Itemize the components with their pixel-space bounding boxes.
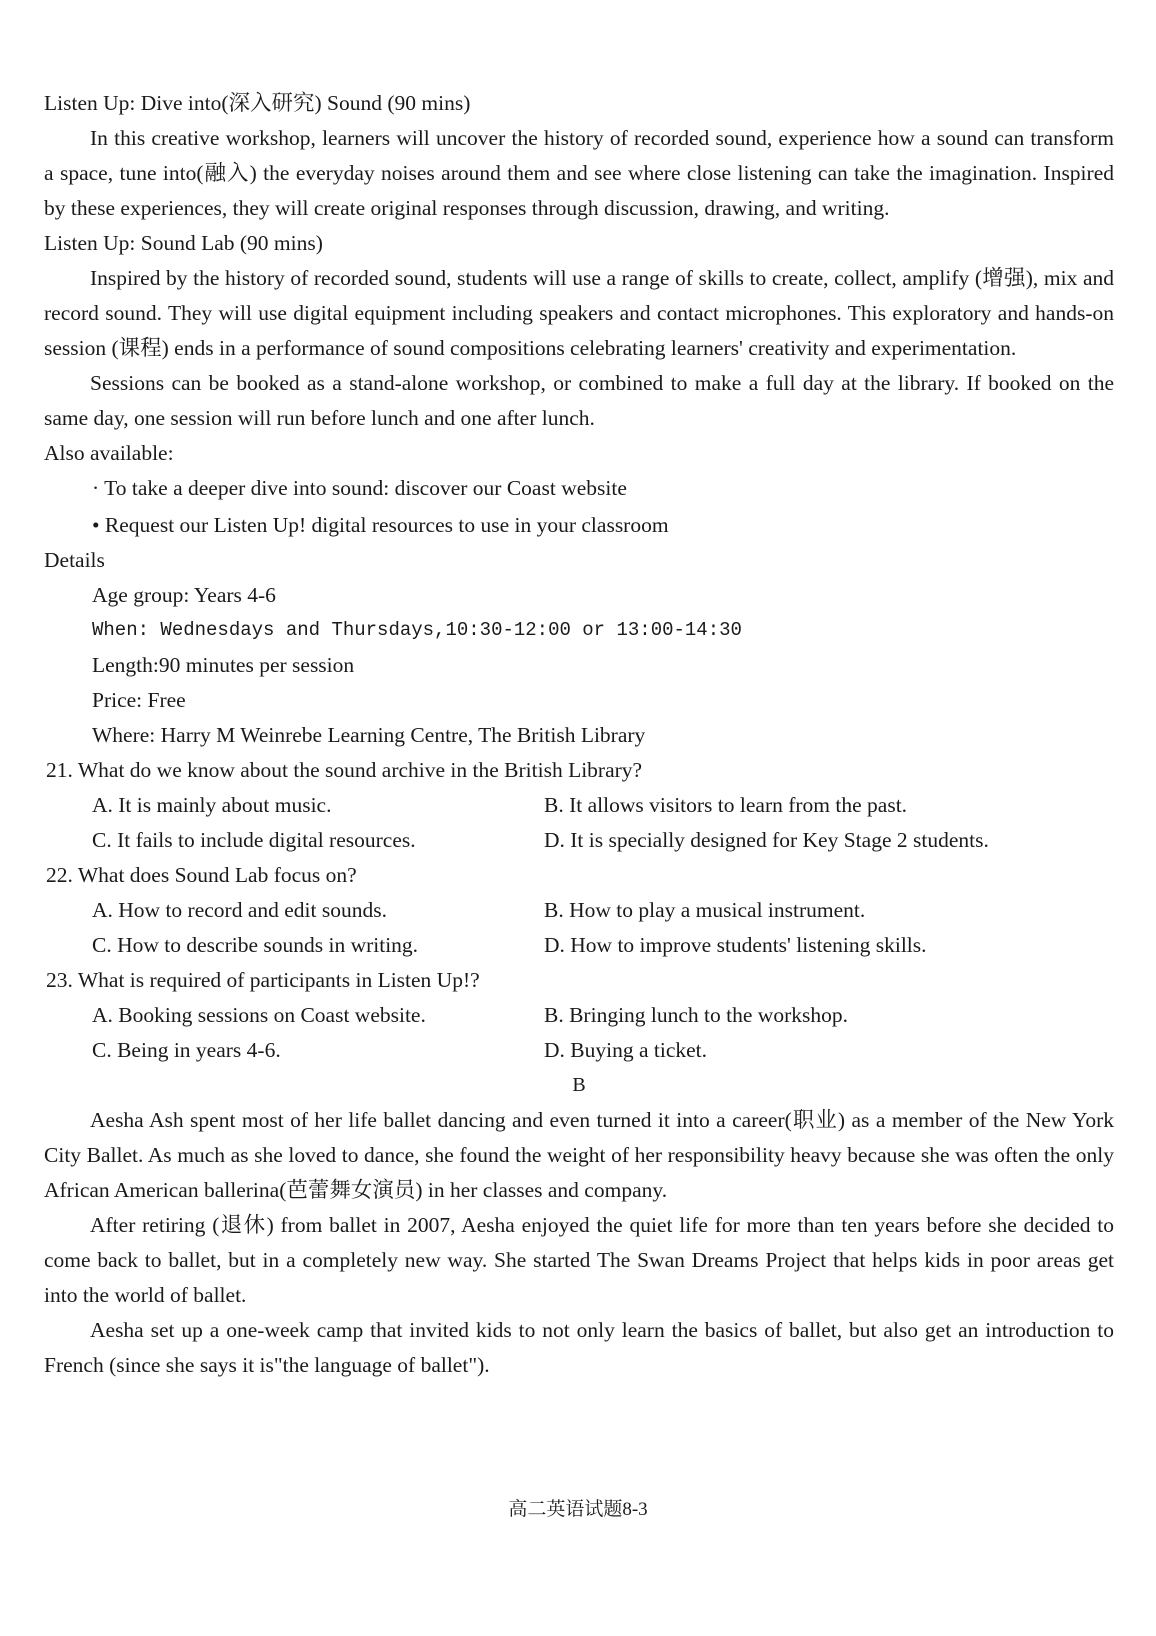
passage-b-paragraph-1: Aesha Ash spent most of her life ballet dancing and even turned it into a career(职业) as a member of the New York City Ballet. As much as she loved to dance, she found the weight of her responsibility heavy because she was often the only African American ballerina(芭蕾舞女演员) in her classes and company. [44,1108,1114,1202]
passage-b-paragraph-3: Aesha set up a one-week camp that invited kids to not only learn the basics of ballet, but also get an introduction to French (since she says it is"the language of ballet"). [44,1318,1114,1377]
option-c[interactable]: C. How to describe sounds in writing. [92,933,419,957]
option-b[interactable]: B. How to play a musical instrument. [544,898,866,922]
option-d[interactable]: D. How to improve students' listening skills. [544,933,927,957]
detail-age-group: Age group: Years 4-6 [92,583,276,607]
details-list [44,578,1114,753]
detail-where: Where: Harry M Weinrebe Learning Centre, The British Library [92,723,646,747]
detail-price: Price: Free [92,688,186,712]
option-grid [44,998,1114,1068]
also-item-coast-website: · To take a deeper dive into sound: discover our Coast website [92,476,627,500]
option-c[interactable]: C. It fails to include digital resources. [92,828,416,852]
question-22 [44,858,1114,963]
option-a[interactable]: A. Booking sessions on Coast website. [92,1003,426,1027]
option-b[interactable]: B. It allows visitors to learn from the past. [544,793,908,817]
sessions-note: Sessions can be booked as a stand-alone workshop, or combined to make a full day at the library. If booked on the same day, one session will run before lunch and one after lunch. [44,371,1114,430]
passage-b-paragraph-2: After retiring (退休) from ballet in 2007, Aesha enjoyed the quiet life for more than ten years before she decided to come back to ballet, but in a completely new way. She started The Swan Dreams Project that helps kids in poor areas get into the world of ballet. [44,1213,1114,1307]
question-stem: 22. What does Sound Lab focus on? [46,863,357,887]
detail-when: When: Wednesdays and Thursdays,10:30-12:00 or 13:00-14:30 [92,619,742,641]
question-21 [44,753,1114,858]
option-d[interactable]: D. It is specially designed for Key Stage 2 students. [544,828,989,852]
workshop2-title: Listen Up: Sound Lab (90 mins) [44,231,323,255]
question-23 [44,963,1114,1068]
workshop1-description: In this creative workshop, learners will uncover the history of recorded sound, experience how a sound can transform a space, tune into(融入) the everyday noises around them and see where close listening can take the imagination. Inspired by these experiences, they will create original responses through discussion, drawing, and writing. [44,126,1114,220]
workshop2-description: Inspired by the history of recorded sound, students will use a range of skills to create, collect, amplify (增强), mix and record sound. They will use digital equipment including speakers and contact microphones. This exploratory and hands-on session (课程) ends in a performance of sound compositions celebrating learners' creativity and experimentation. [44,266,1114,360]
option-c[interactable]: C. Being in years 4-6. [92,1038,281,1062]
details-heading: Details [44,548,105,572]
also-item-digital-resources: • Request our Listen Up! digital resources to use in your classroom [92,513,669,537]
option-a[interactable]: A. It is mainly about music. [92,793,332,817]
question-stem: 23. What is required of participants in Listen Up!? [46,968,480,992]
option-d[interactable]: D. Buying a ticket. [544,1038,708,1062]
passage-b-letter: B [572,1074,586,1096]
option-a[interactable]: A. How to record and edit sounds. [92,898,387,922]
option-grid [44,893,1114,963]
also-available-heading: Also available: [44,441,174,465]
option-b[interactable]: B. Bringing lunch to the workshop. [544,1003,848,1027]
detail-length: Length:90 minutes per session [92,653,355,677]
workshop1-title: Listen Up: Dive into(深入研究) Sound (90 mins) [44,91,471,115]
option-grid [44,788,1114,858]
page-footer: 高二英语试题8-3 [508,1499,648,1520]
question-stem: 21. What do we know about the sound archive in the British Library? [46,758,643,782]
